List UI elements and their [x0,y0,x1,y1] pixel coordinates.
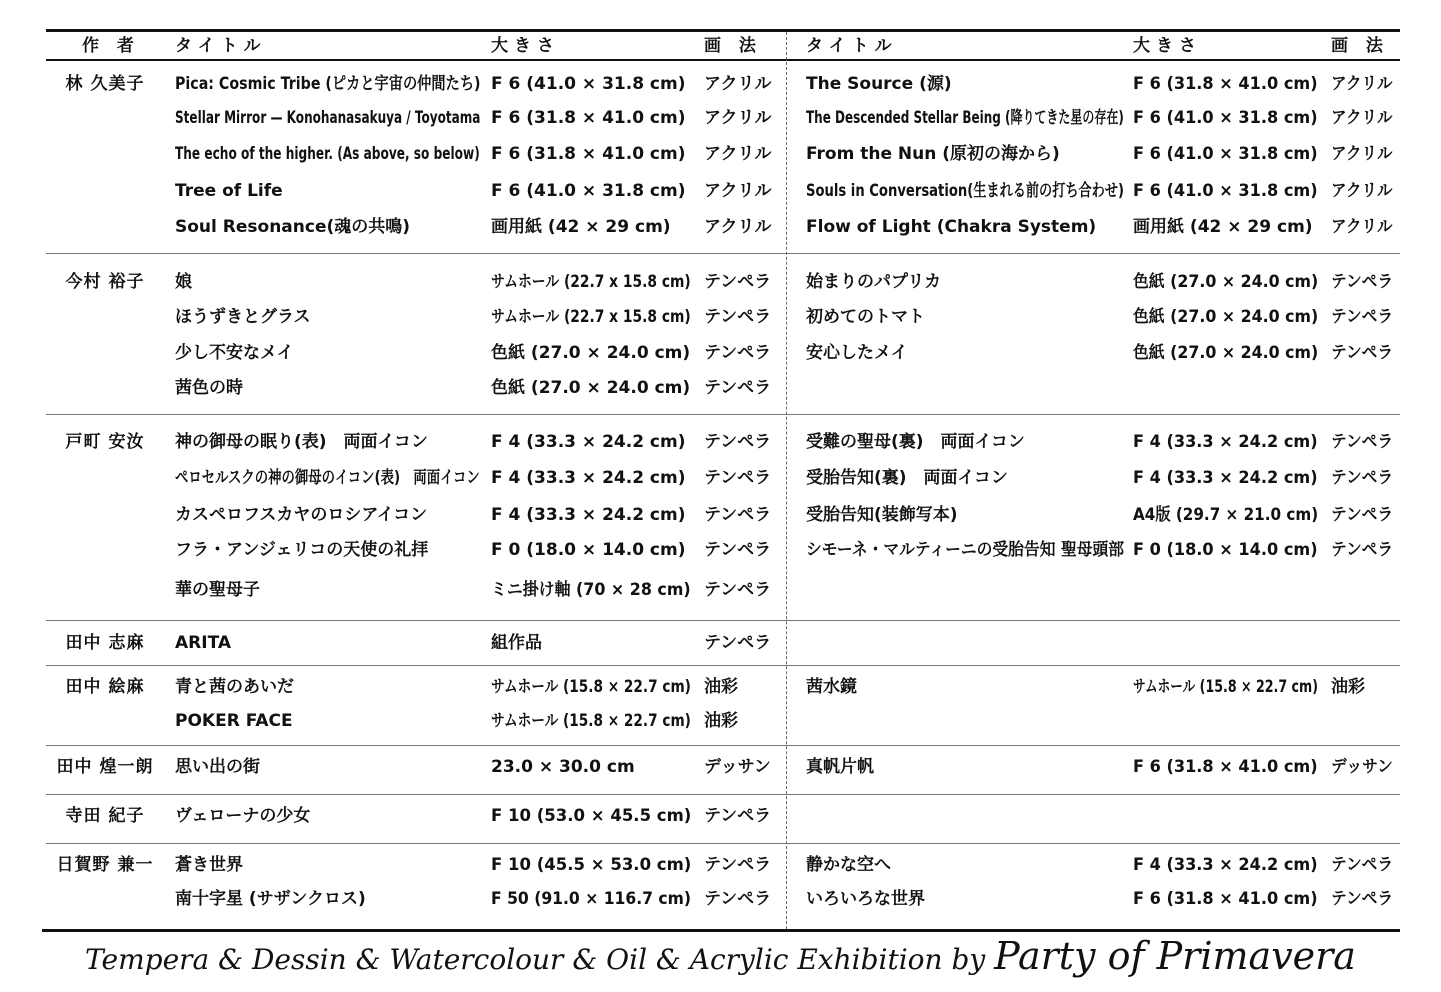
header-size: 大きさ [491,36,560,56]
size-cell-2: F 6 (41.0 × 31.8 cm) [1133,144,1318,164]
medium-cell: 油彩 [704,711,738,731]
bottom-rule [42,929,1400,932]
title-cell: Pica: Cosmic Tribe (ピカと宇宙の仲間たち) [175,74,481,94]
title-cell-2: Souls in Conversation(生まれる前の打ち合わせ) [806,181,1125,201]
medium-cell: テンペラ [704,343,772,363]
group-separator [46,665,1400,666]
title-cell-2: 安心したメイ [806,343,908,363]
medium-cell-2: 油彩 [1331,677,1365,697]
exhibition-footer [0,934,1441,990]
medium-cell-2: テンペラ [1331,889,1394,909]
size-cell-2: F 6 (31.8 × 41.0 cm) [1133,889,1318,909]
title-cell: ヴェローナの少女 [175,806,311,826]
medium-cell: アクリル [704,144,772,164]
size-cell: 色紙 (27.0 × 24.0 cm) [491,378,691,398]
size-cell: F 4 (33.3 × 24.2 cm) [491,468,686,488]
title-cell-2: 茜水鏡 [806,677,857,697]
medium-cell: アクリル [704,181,772,201]
title-cell: Soul Resonance(魂の共鳴) [175,217,411,237]
artist-name: 田中 志麻 [65,633,145,653]
size-cell: 色紙 (27.0 × 24.0 cm) [491,343,691,363]
medium-cell-2: テンペラ [1331,855,1394,875]
title-cell: 南十字星 (サザンクロス) [175,889,366,909]
group-separator [46,620,1400,621]
size-cell: 画用紙 (42 × 29 cm) [491,217,671,237]
group-separator [46,745,1400,746]
medium-cell: テンペラ [704,272,772,292]
medium-cell: アクリル [704,217,772,237]
medium-cell: アクリル [704,108,772,128]
size-cell: サムホール (22.7 x 15.8 cm) [491,307,691,327]
title-cell-2: いろいろな世界 [806,889,925,909]
artist-name: 日賀野 兼一 [56,855,154,875]
title-cell: ほうずきとグラス [175,307,311,327]
medium-cell: テンペラ [704,806,772,826]
size-cell: F 10 (45.5 × 53.0 cm) [491,855,692,875]
title-cell-2: The Descended Stellar Being (降りてきた星の存在) [806,108,1124,128]
medium-cell: アクリル [704,74,772,94]
medium-cell-2: テンペラ [1331,432,1394,452]
medium-cell-2: アクリル [1331,108,1393,128]
medium-cell: テンペラ [704,505,772,525]
title-cell: 少し不安なメイ [175,343,294,363]
medium-cell: テンペラ [704,468,772,488]
size-cell: F 10 (53.0 × 45.5 cm) [491,806,692,826]
title-cell-2: Flow of Light (Chakra System) [806,217,1097,237]
size-cell-2: 画用紙 (42 × 29 cm) [1133,217,1313,237]
medium-cell: テンペラ [704,307,772,327]
group-separator [46,414,1400,415]
title-cell-2: 始まりのパプリカ [806,272,942,292]
medium-cell-2: テンペラ [1331,272,1394,292]
title-cell: ペロセルスクの神の御母のイコン(表) 両面イコン [175,468,480,488]
medium-cell: テンペラ [704,540,772,560]
header-size-2: 大きさ [1133,36,1202,56]
title-cell: 思い出の街 [175,757,260,777]
title-cell-2: 受胎告知(装飾写本) [806,505,958,525]
size-cell: F 6 (41.0 × 31.8 cm) [491,74,686,94]
title-cell-2: 真帆片帆 [806,757,874,777]
artist-name: 今村 裕子 [65,272,145,292]
title-cell-2: 静かな空へ [806,855,891,875]
size-cell: サムホール (15.8 × 22.7 cm) [491,677,691,697]
title-cell: 神の御母の眠り(表) 両面イコン [175,432,428,452]
medium-cell: 油彩 [704,677,738,697]
size-cell: F 6 (31.8 × 41.0 cm) [491,108,686,128]
title-cell: 蒼き世界 [175,855,243,875]
size-cell-2: F 4 (33.3 × 24.2 cm) [1133,432,1318,452]
size-cell-2: F 4 (33.3 × 24.2 cm) [1133,855,1318,875]
header-title-2: タイトル [806,36,898,56]
title-cell-2: 受難の聖母(裏) 両面イコン [806,432,1025,452]
size-cell: ミニ掛け軸 (70 × 28 cm) [491,580,691,600]
medium-cell-2: デッサン [1331,757,1393,777]
size-cell: F 0 (18.0 × 14.0 cm) [491,540,686,560]
medium-cell-2: アクリル [1331,181,1393,201]
header-title: タイトル [175,36,267,56]
medium-cell-2: テンペラ [1331,505,1394,525]
title-cell-2: 初めてのトマト [806,307,925,327]
title-cell-2: The Source (源) [806,74,952,94]
footer-group-name: Party of Primavera [994,934,1356,978]
size-cell-2: 色紙 (27.0 × 24.0 cm) [1133,307,1319,327]
title-cell-2: 受胎告知(裏) 両面イコン [806,468,1008,488]
title-cell-2: From the Nun (原初の海から) [806,144,1060,164]
title-cell: The echo of the higher. (As above, so below) [175,144,480,164]
medium-cell-2: アクリル [1331,217,1393,237]
size-cell-2: 色紙 (27.0 × 24.0 cm) [1133,343,1319,363]
size-cell-2: F 6 (41.0 × 31.8 cm) [1133,181,1318,201]
title-cell: 青と茜のあいだ [175,677,294,697]
size-cell-2: 色紙 (27.0 × 24.0 cm) [1133,272,1319,292]
title-cell: POKER FACE [175,711,293,731]
medium-cell: テンペラ [704,855,772,875]
size-cell-2: F 6 (41.0 × 31.8 cm) [1133,108,1318,128]
size-cell: F 6 (41.0 × 31.8 cm) [491,181,686,201]
artist-name: 寺田 紀子 [65,806,145,826]
size-cell-2: F 6 (31.8 × 41.0 cm) [1133,74,1318,94]
size-cell: 23.0 × 30.0 cm [491,757,635,777]
medium-cell-2: テンペラ [1331,343,1394,363]
footer-exhibition-text: Tempera & Dessin & Watercolour & Oil & Acrylic Exhibition by [85,943,995,976]
size-cell-2: A4版 (29.7 × 21.0 cm) [1133,505,1319,525]
size-cell-2: F 4 (33.3 × 24.2 cm) [1133,468,1318,488]
size-cell-2: F 6 (31.8 × 41.0 cm) [1133,757,1318,777]
group-separator [46,794,1400,795]
size-cell: F 4 (33.3 × 24.2 cm) [491,505,686,525]
medium-cell: テンペラ [704,889,772,909]
group-separator [46,253,1400,254]
title-cell: 華の聖母子 [175,580,260,600]
title-cell: フラ・アンジェリコの天使の礼拝 [175,540,429,560]
title-cell: Stellar Mirror — Konohanasakuya / Toyotama [175,108,481,128]
size-cell-2: サムホール (15.8 × 22.7 cm) [1133,677,1318,697]
title-cell: ARITA [175,633,232,653]
header-medium-2: 画 法 [1331,36,1389,56]
artist-name: 田中 絵麻 [65,677,145,697]
header-artist: 作 者 [82,36,140,56]
artist-name: 戸町 安汝 [65,432,145,452]
medium-cell: テンペラ [704,633,772,653]
medium-cell: テンペラ [704,378,772,398]
size-cell: F 50 (91.0 × 116.7 cm) [491,889,692,909]
title-cell: 娘 [175,272,192,292]
medium-cell-2: テンペラ [1331,540,1394,560]
title-cell: Tree of Life [175,181,283,201]
medium-cell-2: テンペラ [1331,307,1394,327]
size-cell: F 4 (33.3 × 24.2 cm) [491,432,686,452]
size-cell-2: F 0 (18.0 × 14.0 cm) [1133,540,1318,560]
medium-cell-2: アクリル [1331,74,1393,94]
title-cell: カスペロフスカヤのロシアイコン [175,505,428,525]
size-cell: サムホール (22.7 x 15.8 cm) [491,272,691,292]
artist-name: 林 久美子 [65,74,145,94]
title-cell-2: シモーネ・マルティーニの受胎告知 聖母頭部 [806,540,1124,560]
medium-cell: テンペラ [704,580,772,600]
title-cell: 茜色の時 [175,378,243,398]
group-separator [46,843,1400,844]
header-rule [46,59,1400,61]
medium-cell-2: アクリル [1331,144,1393,164]
medium-cell: デッサン [704,757,771,777]
size-cell: サムホール (15.8 × 22.7 cm) [491,711,691,731]
header-medium: 画 法 [704,36,762,56]
medium-cell: テンペラ [704,432,772,452]
artist-name: 田中 煌一朗 [56,757,154,777]
size-cell: F 6 (31.8 × 41.0 cm) [491,144,686,164]
top-rule [46,29,1400,32]
size-cell: 組作品 [491,633,542,653]
medium-cell-2: テンペラ [1331,468,1394,488]
